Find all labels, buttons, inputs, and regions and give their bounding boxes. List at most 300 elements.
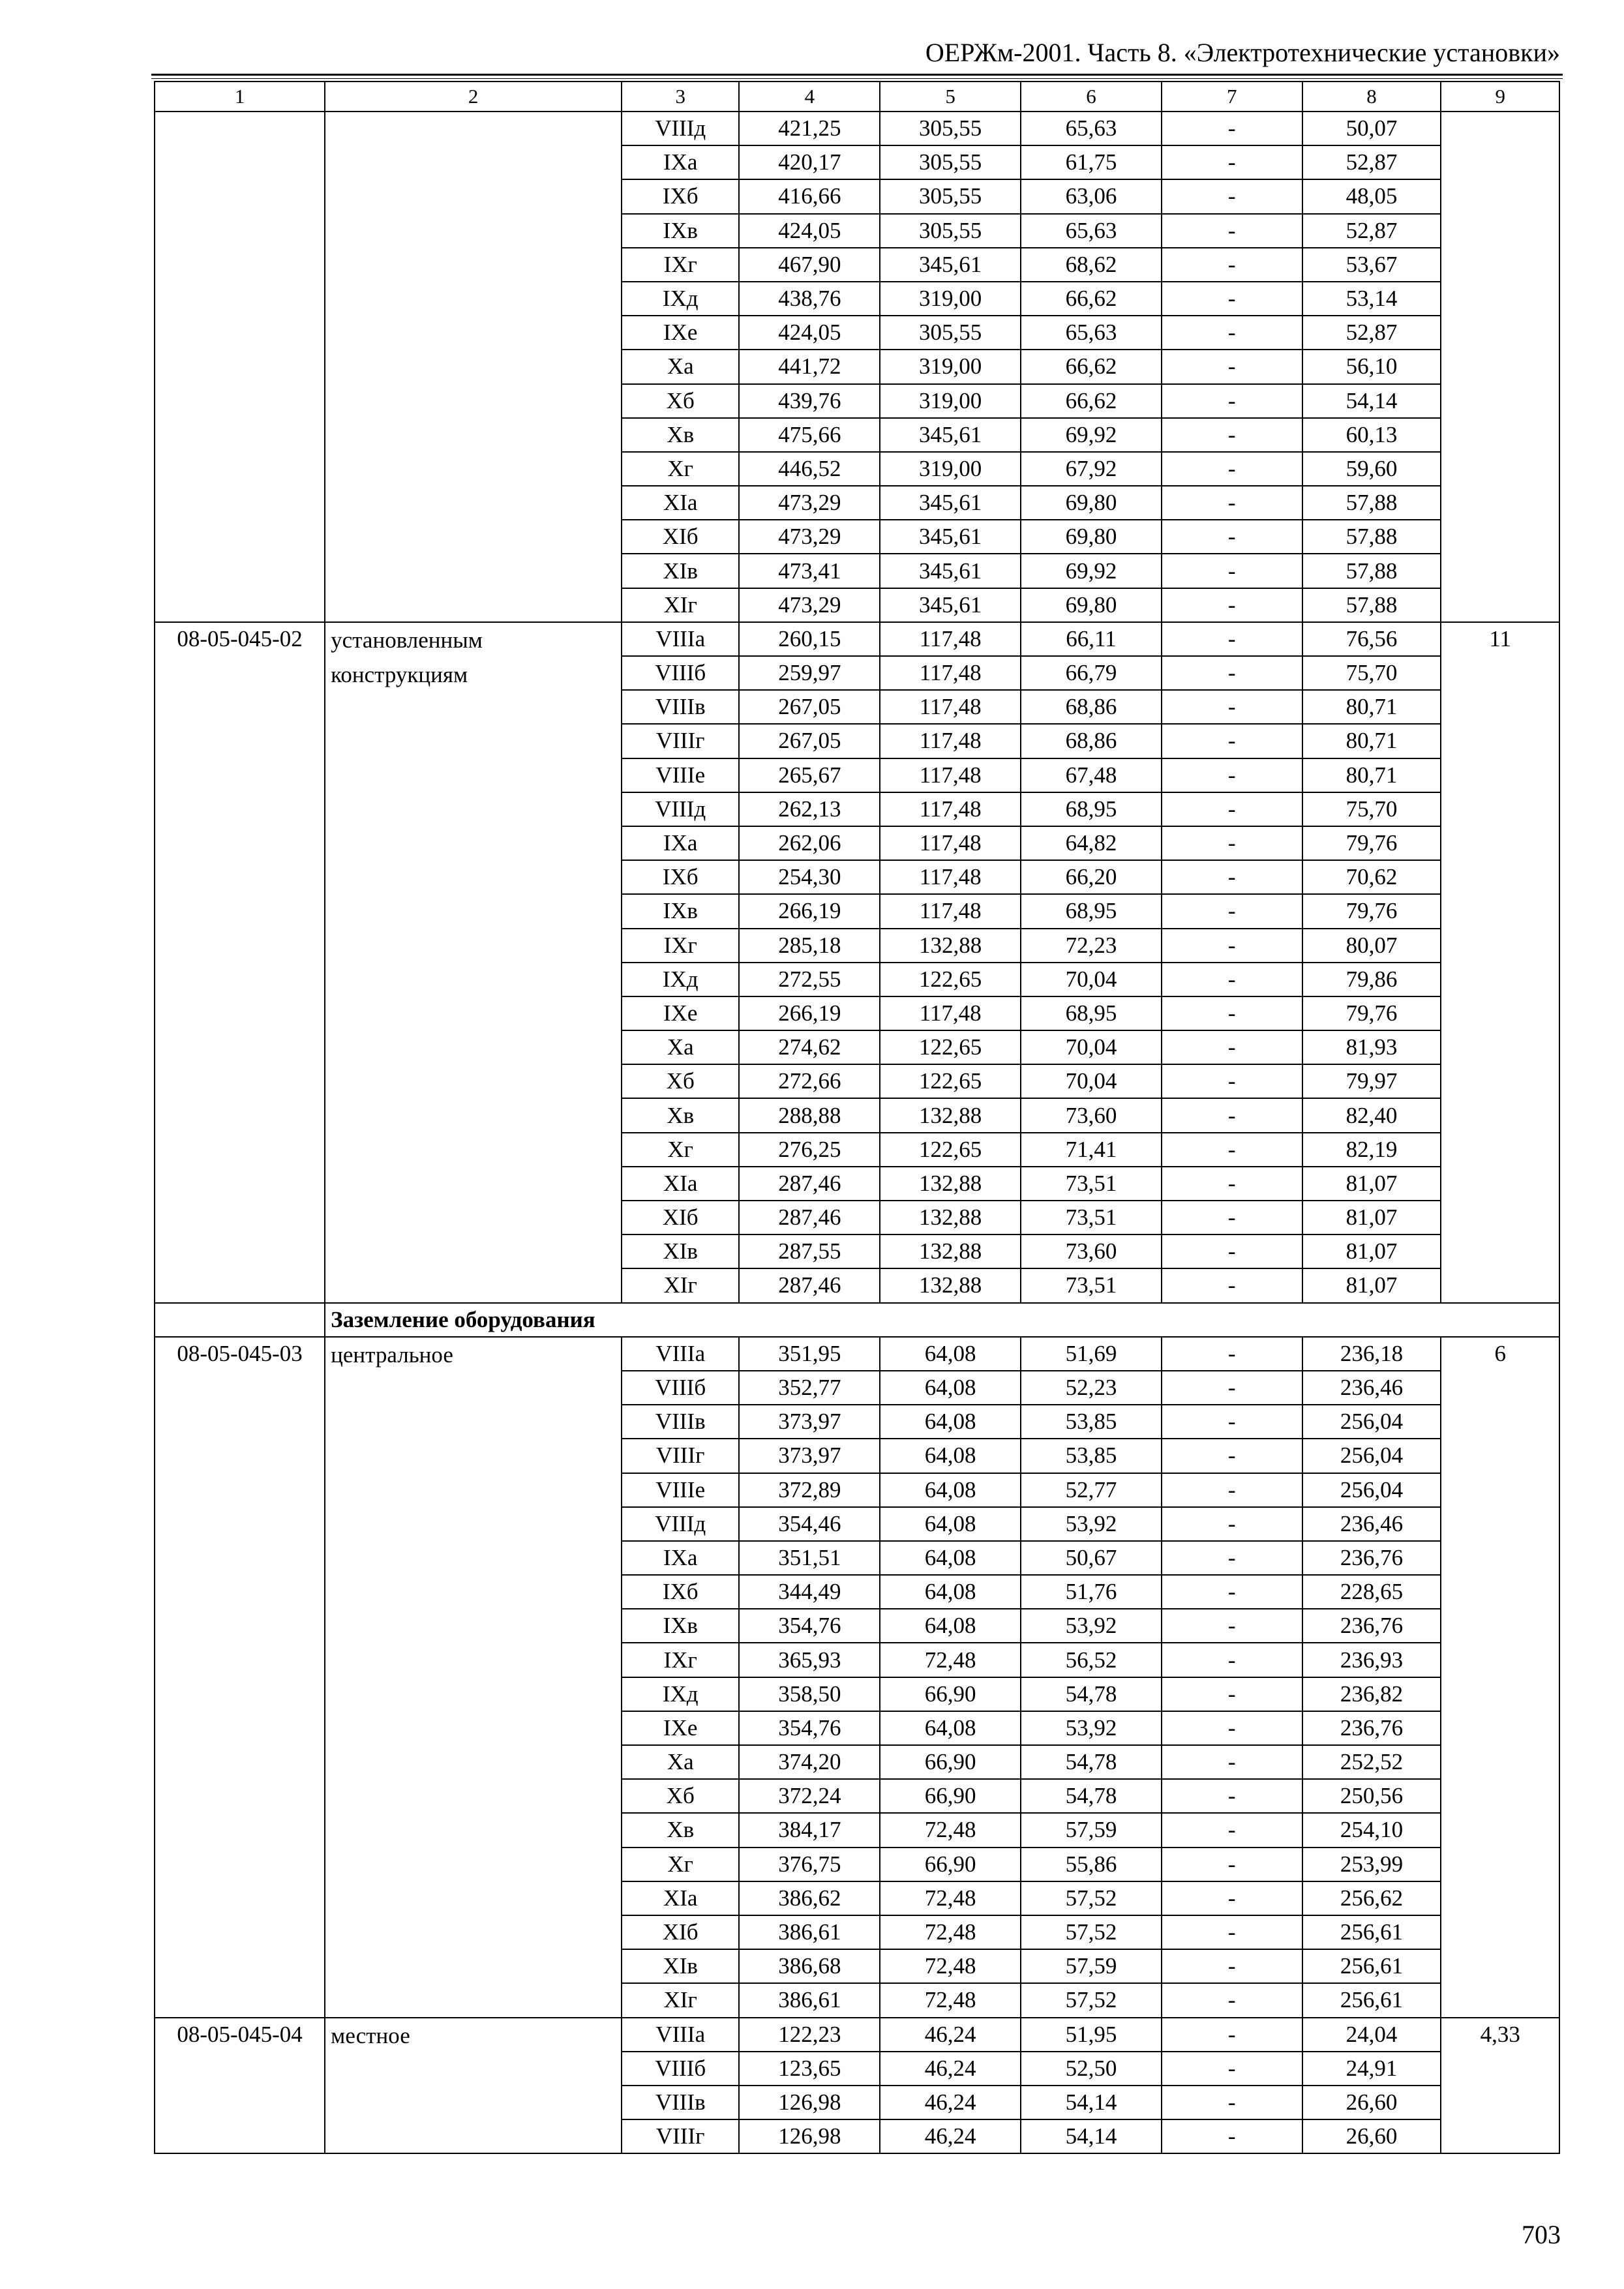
cell-designation: IXд <box>622 963 740 996</box>
cell-designation: XIг <box>622 1268 740 1302</box>
cell-col7: - <box>1162 520 1302 554</box>
cell-col8: 79,76 <box>1302 894 1441 928</box>
cell-designation: XIа <box>622 486 740 520</box>
cell-col5: 345,61 <box>880 248 1021 282</box>
cell-col6: 67,48 <box>1021 758 1162 792</box>
table-row <box>155 1337 1559 1371</box>
cell-col8: 256,04 <box>1302 1473 1441 1507</box>
column-number: 9 <box>1441 82 1559 112</box>
cell-col5: 305,55 <box>880 145 1021 179</box>
cell-designation: XIб <box>622 1915 740 1949</box>
cell-col8: 79,97 <box>1302 1064 1441 1098</box>
cell-col4: 126,98 <box>739 2119 880 2153</box>
cell-col8: 81,07 <box>1302 1167 1441 1201</box>
cell-col4: 424,05 <box>739 214 880 248</box>
cell-col8: 52,87 <box>1302 316 1441 350</box>
cell-designation: VIIIд <box>622 792 740 826</box>
cell-col7: - <box>1162 112 1302 145</box>
cell-col4: 272,55 <box>739 963 880 996</box>
cell-col6: 51,95 <box>1021 2018 1162 2052</box>
cell-col6: 56,52 <box>1021 1643 1162 1677</box>
column-number-row <box>155 82 1559 112</box>
cell-col8: 48,05 <box>1302 179 1441 213</box>
cell-col7: - <box>1162 724 1302 758</box>
cell-col8: 236,76 <box>1302 1609 1441 1643</box>
cell-designation: Xа <box>622 1745 740 1779</box>
cell-col7: - <box>1162 996 1302 1030</box>
cell-col5: 132,88 <box>880 1201 1021 1234</box>
cell-col6: 69,80 <box>1021 486 1162 520</box>
cell-col6: 69,80 <box>1021 520 1162 554</box>
cell-col5: 117,48 <box>880 622 1021 656</box>
cell-col7: - <box>1162 554 1302 588</box>
cell-designation: IXе <box>622 1711 740 1745</box>
cell-col5: 72,48 <box>880 1915 1021 1949</box>
cell-col4: 376,75 <box>739 1848 880 1881</box>
cell-col8: 75,70 <box>1302 792 1441 826</box>
cell-col6: 57,52 <box>1021 1915 1162 1949</box>
cell-col7: - <box>1162 1575 1302 1609</box>
cell-col7: - <box>1162 1268 1302 1302</box>
cell-col7: - <box>1162 1677 1302 1711</box>
cell-col8: 82,19 <box>1302 1133 1441 1167</box>
cell-col4: 262,13 <box>739 792 880 826</box>
cell-col7: - <box>1162 418 1302 452</box>
rates-table <box>154 81 1560 2154</box>
cell-col5: 66,90 <box>880 1745 1021 1779</box>
rate-code: 08-05-045-04 <box>155 2018 325 2154</box>
cell-col6: 73,60 <box>1021 1098 1162 1132</box>
cell-col7: - <box>1162 1098 1302 1132</box>
cell-col7: - <box>1162 758 1302 792</box>
cell-designation: VIIIд <box>622 1507 740 1541</box>
cell-col8: 80,71 <box>1302 758 1441 792</box>
rate-name: местное <box>325 2018 622 2154</box>
cell-col6: 73,60 <box>1021 1234 1162 1268</box>
column-number: 8 <box>1302 82 1441 112</box>
cell-designation: XIг <box>622 1983 740 2017</box>
cell-col4: 467,90 <box>739 248 880 282</box>
header-rule-thin <box>151 78 1563 79</box>
cell-col9: 11 <box>1441 622 1559 1303</box>
cell-col6: 73,51 <box>1021 1167 1162 1201</box>
cell-col6: 52,23 <box>1021 1371 1162 1405</box>
cell-designation: VIIIе <box>622 1473 740 1507</box>
cell-col8: 236,82 <box>1302 1677 1441 1711</box>
cell-designation: VIIIв <box>622 2086 740 2119</box>
cell-col5: 117,48 <box>880 996 1021 1030</box>
cell-col8: 26,60 <box>1302 2086 1441 2119</box>
cell-col7: - <box>1162 929 1302 963</box>
cell-designation: VIIIа <box>622 622 740 656</box>
cell-col7: - <box>1162 1643 1302 1677</box>
column-number: 2 <box>325 82 622 112</box>
cell-col6: 51,76 <box>1021 1575 1162 1609</box>
cell-col6: 50,67 <box>1021 1541 1162 1575</box>
cell-col5: 345,61 <box>880 520 1021 554</box>
cell-col4: 473,41 <box>739 554 880 588</box>
cell-col5: 46,24 <box>880 2052 1021 2086</box>
cell-designation: XIг <box>622 588 740 622</box>
cell-col6: 66,62 <box>1021 384 1162 418</box>
column-number: 7 <box>1162 82 1302 112</box>
cell-col7: - <box>1162 2086 1302 2119</box>
cell-col7: - <box>1162 2052 1302 2086</box>
cell-col6: 66,79 <box>1021 656 1162 690</box>
cell-col7: - <box>1162 963 1302 996</box>
cell-col6: 72,23 <box>1021 929 1162 963</box>
cell-col8: 79,76 <box>1302 996 1441 1030</box>
cell-col8: 81,07 <box>1302 1268 1441 1302</box>
cell-col5: 46,24 <box>880 2018 1021 2052</box>
running-header: ОЕРЖм-2001. Часть 8. «Электротехнические установки» <box>925 38 1560 67</box>
cell-col8: 250,56 <box>1302 1779 1441 1813</box>
cell-designation: Xв <box>622 1813 740 1847</box>
cell-col7: - <box>1162 1064 1302 1098</box>
cell-col4: 354,76 <box>739 1711 880 1745</box>
cell-col4: 352,77 <box>739 1371 880 1405</box>
cell-col6: 53,85 <box>1021 1405 1162 1439</box>
section-spacer <box>155 1303 325 1337</box>
cell-col8: 54,14 <box>1302 384 1441 418</box>
cell-col4: 358,50 <box>739 1677 880 1711</box>
cell-designation: XIа <box>622 1881 740 1915</box>
cell-col7: - <box>1162 894 1302 928</box>
cell-col8: 57,88 <box>1302 520 1441 554</box>
cell-col5: 64,08 <box>880 1337 1021 1371</box>
cell-col6: 53,92 <box>1021 1507 1162 1541</box>
cell-col6: 73,51 <box>1021 1268 1162 1302</box>
cell-col5: 122,65 <box>880 963 1021 996</box>
table-row <box>155 112 1559 145</box>
cell-col6: 55,86 <box>1021 1848 1162 1881</box>
cell-col6: 69,92 <box>1021 418 1162 452</box>
cell-col5: 72,48 <box>880 1813 1021 1847</box>
cell-col5: 66,90 <box>880 1848 1021 1881</box>
cell-col6: 53,92 <box>1021 1609 1162 1643</box>
cell-col5: 117,48 <box>880 724 1021 758</box>
cell-designation: VIIIв <box>622 1405 740 1439</box>
rate-name <box>325 112 622 622</box>
cell-col5: 117,48 <box>880 860 1021 894</box>
cell-designation: VIIIа <box>622 2018 740 2052</box>
cell-designation: IXв <box>622 1609 740 1643</box>
cell-col7: - <box>1162 384 1302 418</box>
cell-col8: 80,07 <box>1302 929 1441 963</box>
cell-col4: 285,18 <box>739 929 880 963</box>
cell-col7: - <box>1162 1371 1302 1405</box>
cell-col7: - <box>1162 1234 1302 1268</box>
cell-col6: 57,59 <box>1021 1949 1162 1983</box>
cell-col7: - <box>1162 214 1302 248</box>
rate-code <box>155 112 325 622</box>
cell-designation: VIIIб <box>622 1371 740 1405</box>
cell-designation: IXг <box>622 1643 740 1677</box>
cell-designation: Xб <box>622 1779 740 1813</box>
cell-col5: 319,00 <box>880 384 1021 418</box>
cell-col8: 76,56 <box>1302 622 1441 656</box>
cell-col4: 287,46 <box>739 1201 880 1234</box>
cell-col5: 132,88 <box>880 1234 1021 1268</box>
cell-col6: 66,62 <box>1021 282 1162 316</box>
cell-designation: IXа <box>622 145 740 179</box>
cell-col4: 373,97 <box>739 1439 880 1473</box>
cell-col7: - <box>1162 1779 1302 1813</box>
cell-col6: 52,77 <box>1021 1473 1162 1507</box>
cell-col4: 288,88 <box>739 1098 880 1132</box>
cell-col4: 439,76 <box>739 384 880 418</box>
cell-col5: 72,48 <box>880 1643 1021 1677</box>
cell-col4: 259,97 <box>739 656 880 690</box>
cell-col6: 57,52 <box>1021 1881 1162 1915</box>
cell-col4: 372,89 <box>739 1473 880 1507</box>
cell-col8: 254,10 <box>1302 1813 1441 1847</box>
cell-col8: 57,88 <box>1302 554 1441 588</box>
cell-col4: 272,66 <box>739 1064 880 1098</box>
cell-col4: 386,68 <box>739 1949 880 1983</box>
column-number: 5 <box>880 82 1021 112</box>
cell-col8: 256,61 <box>1302 1983 1441 2017</box>
cell-col7: - <box>1162 1881 1302 1915</box>
cell-col4: 274,62 <box>739 1030 880 1064</box>
cell-col6: 66,11 <box>1021 622 1162 656</box>
cell-col8: 252,52 <box>1302 1745 1441 1779</box>
cell-designation: VIIIб <box>622 656 740 690</box>
cell-col8: 236,76 <box>1302 1711 1441 1745</box>
cell-col7: - <box>1162 1541 1302 1575</box>
cell-col7: - <box>1162 282 1302 316</box>
cell-designation: IXа <box>622 1541 740 1575</box>
cell-col7: - <box>1162 1983 1302 2017</box>
cell-col4: 421,25 <box>739 112 880 145</box>
cell-col5: 72,48 <box>880 1949 1021 1983</box>
cell-col8: 82,40 <box>1302 1098 1441 1132</box>
cell-designation: VIIIг <box>622 2119 740 2153</box>
cell-col8: 53,14 <box>1302 282 1441 316</box>
cell-designation: VIIIб <box>622 2052 740 2086</box>
section-row <box>155 1303 1559 1337</box>
cell-col6: 71,41 <box>1021 1133 1162 1167</box>
cell-designation: Xб <box>622 384 740 418</box>
cell-col5: 305,55 <box>880 214 1021 248</box>
cell-designation: IXа <box>622 826 740 860</box>
header-rule <box>151 74 1563 76</box>
cell-col4: 424,05 <box>739 316 880 350</box>
cell-col8: 70,62 <box>1302 860 1441 894</box>
cell-designation: IXв <box>622 214 740 248</box>
cell-col4: 475,66 <box>739 418 880 452</box>
cell-col6: 54,14 <box>1021 2086 1162 2119</box>
cell-col4: 372,24 <box>739 1779 880 1813</box>
cell-col8: 236,46 <box>1302 1371 1441 1405</box>
cell-col4: 473,29 <box>739 486 880 520</box>
cell-col5: 64,08 <box>880 1541 1021 1575</box>
cell-designation: VIIIв <box>622 690 740 724</box>
cell-col4: 446,52 <box>739 452 880 486</box>
cell-col7: - <box>1162 656 1302 690</box>
cell-col6: 53,92 <box>1021 1711 1162 1745</box>
cell-designation: Xб <box>622 1064 740 1098</box>
cell-col5: 66,90 <box>880 1677 1021 1711</box>
cell-col6: 61,75 <box>1021 145 1162 179</box>
cell-col8: 57,88 <box>1302 486 1441 520</box>
cell-col6: 54,78 <box>1021 1779 1162 1813</box>
cell-col5: 132,88 <box>880 1268 1021 1302</box>
cell-col4: 122,23 <box>739 2018 880 2052</box>
cell-col7: - <box>1162 1030 1302 1064</box>
page-number: 703 <box>1522 2220 1561 2249</box>
cell-designation: XIв <box>622 554 740 588</box>
cell-col5: 345,61 <box>880 418 1021 452</box>
cell-col5: 345,61 <box>880 554 1021 588</box>
cell-col5: 64,08 <box>880 1575 1021 1609</box>
rate-name: установленным конструкциям <box>325 622 622 1303</box>
cell-col4: 354,76 <box>739 1609 880 1643</box>
cell-col6: 68,86 <box>1021 724 1162 758</box>
cell-col6: 51,69 <box>1021 1337 1162 1371</box>
cell-designation: IXе <box>622 996 740 1030</box>
cell-col8: 236,46 <box>1302 1507 1441 1541</box>
cell-col4: 386,61 <box>739 1915 880 1949</box>
cell-col6: 67,92 <box>1021 452 1162 486</box>
cell-col6: 64,82 <box>1021 826 1162 860</box>
cell-col7: - <box>1162 1439 1302 1473</box>
cell-col8: 56,10 <box>1302 350 1441 383</box>
cell-col4: 354,46 <box>739 1507 880 1541</box>
rate-name: центральное <box>325 1337 622 2018</box>
cell-col8: 24,04 <box>1302 2018 1441 2052</box>
cell-col5: 64,08 <box>880 1711 1021 1745</box>
cell-col6: 53,85 <box>1021 1439 1162 1473</box>
cell-col4: 441,72 <box>739 350 880 383</box>
cell-col5: 132,88 <box>880 1167 1021 1201</box>
cell-col5: 117,48 <box>880 792 1021 826</box>
cell-designation: Xв <box>622 1098 740 1132</box>
cell-col7: - <box>1162 792 1302 826</box>
cell-designation: XIв <box>622 1949 740 1983</box>
cell-col6: 54,14 <box>1021 2119 1162 2153</box>
cell-col7: - <box>1162 1133 1302 1167</box>
cell-designation: XIв <box>622 1234 740 1268</box>
cell-col7: - <box>1162 145 1302 179</box>
cell-col8: 256,04 <box>1302 1405 1441 1439</box>
cell-col8: 236,76 <box>1302 1541 1441 1575</box>
cell-col8: 79,76 <box>1302 826 1441 860</box>
cell-col7: - <box>1162 690 1302 724</box>
cell-col7: - <box>1162 1201 1302 1234</box>
cell-col5: 46,24 <box>880 2119 1021 2153</box>
cell-col7: - <box>1162 1949 1302 1983</box>
cell-col5: 64,08 <box>880 1439 1021 1473</box>
cell-col5: 64,08 <box>880 1473 1021 1507</box>
cell-col7: - <box>1162 1711 1302 1745</box>
cell-col4: 123,65 <box>739 2052 880 2086</box>
cell-designation: XIа <box>622 1167 740 1201</box>
cell-col6: 70,04 <box>1021 1064 1162 1098</box>
cell-col5: 132,88 <box>880 929 1021 963</box>
cell-designation: IXд <box>622 1677 740 1711</box>
cell-designation: IXб <box>622 179 740 213</box>
cell-col5: 305,55 <box>880 316 1021 350</box>
cell-col5: 117,48 <box>880 758 1021 792</box>
cell-col8: 256,62 <box>1302 1881 1441 1915</box>
cell-col5: 122,65 <box>880 1064 1021 1098</box>
cell-col8: 79,86 <box>1302 963 1441 996</box>
cell-col7: - <box>1162 1915 1302 1949</box>
cell-col6: 54,78 <box>1021 1677 1162 1711</box>
cell-col4: 265,67 <box>739 758 880 792</box>
cell-col8: 53,67 <box>1302 248 1441 282</box>
cell-col4: 276,25 <box>739 1133 880 1167</box>
cell-col4: 287,46 <box>739 1268 880 1302</box>
cell-col5: 72,48 <box>880 1983 1021 2017</box>
cell-col7: - <box>1162 2018 1302 2052</box>
cell-col5: 132,88 <box>880 1098 1021 1132</box>
cell-col8: 228,65 <box>1302 1575 1441 1609</box>
cell-col5: 72,48 <box>880 1881 1021 1915</box>
cell-col5: 117,48 <box>880 656 1021 690</box>
cell-col7: - <box>1162 1405 1302 1439</box>
cell-col7: - <box>1162 826 1302 860</box>
cell-col7: - <box>1162 486 1302 520</box>
cell-col4: 287,55 <box>739 1234 880 1268</box>
cell-designation: Xг <box>622 452 740 486</box>
cell-designation: IXг <box>622 929 740 963</box>
cell-col9 <box>1441 112 1559 622</box>
cell-col8: 24,91 <box>1302 2052 1441 2086</box>
cell-col5: 66,90 <box>880 1779 1021 1813</box>
cell-col5: 319,00 <box>880 350 1021 383</box>
cell-col9: 4,33 <box>1441 2018 1559 2154</box>
cell-designation: VIIIг <box>622 1439 740 1473</box>
cell-col5: 64,08 <box>880 1371 1021 1405</box>
cell-designation: XIб <box>622 520 740 554</box>
column-number: 1 <box>155 82 325 112</box>
cell-col7: - <box>1162 1609 1302 1643</box>
cell-col5: 319,00 <box>880 452 1021 486</box>
cell-col4: 287,46 <box>739 1167 880 1201</box>
cell-col6: 68,95 <box>1021 996 1162 1030</box>
cell-col5: 122,65 <box>880 1030 1021 1064</box>
cell-col6: 68,62 <box>1021 248 1162 282</box>
cell-col8: 236,93 <box>1302 1643 1441 1677</box>
cell-designation: IXб <box>622 860 740 894</box>
cell-col7: - <box>1162 316 1302 350</box>
cell-col6: 68,86 <box>1021 690 1162 724</box>
cell-designation: VIIIг <box>622 724 740 758</box>
cell-col4: 126,98 <box>739 2086 880 2119</box>
cell-col6: 68,95 <box>1021 894 1162 928</box>
cell-col7: - <box>1162 1507 1302 1541</box>
cell-designation: VIIIа <box>622 1337 740 1371</box>
cell-col5: 345,61 <box>880 486 1021 520</box>
cell-col5: 64,08 <box>880 1405 1021 1439</box>
cell-col5: 64,08 <box>880 1609 1021 1643</box>
cell-col8: 52,87 <box>1302 214 1441 248</box>
cell-col8: 256,61 <box>1302 1949 1441 1983</box>
cell-col7: - <box>1162 350 1302 383</box>
cell-col5: 117,48 <box>880 690 1021 724</box>
cell-col4: 373,97 <box>739 1405 880 1439</box>
cell-col7: - <box>1162 1167 1302 1201</box>
cell-col8: 57,88 <box>1302 588 1441 622</box>
cell-col6: 65,63 <box>1021 112 1162 145</box>
cell-col6: 65,63 <box>1021 316 1162 350</box>
cell-col5: 117,48 <box>880 826 1021 860</box>
cell-col4: 351,95 <box>739 1337 880 1371</box>
cell-col7: - <box>1162 179 1302 213</box>
cell-col8: 253,99 <box>1302 1848 1441 1881</box>
